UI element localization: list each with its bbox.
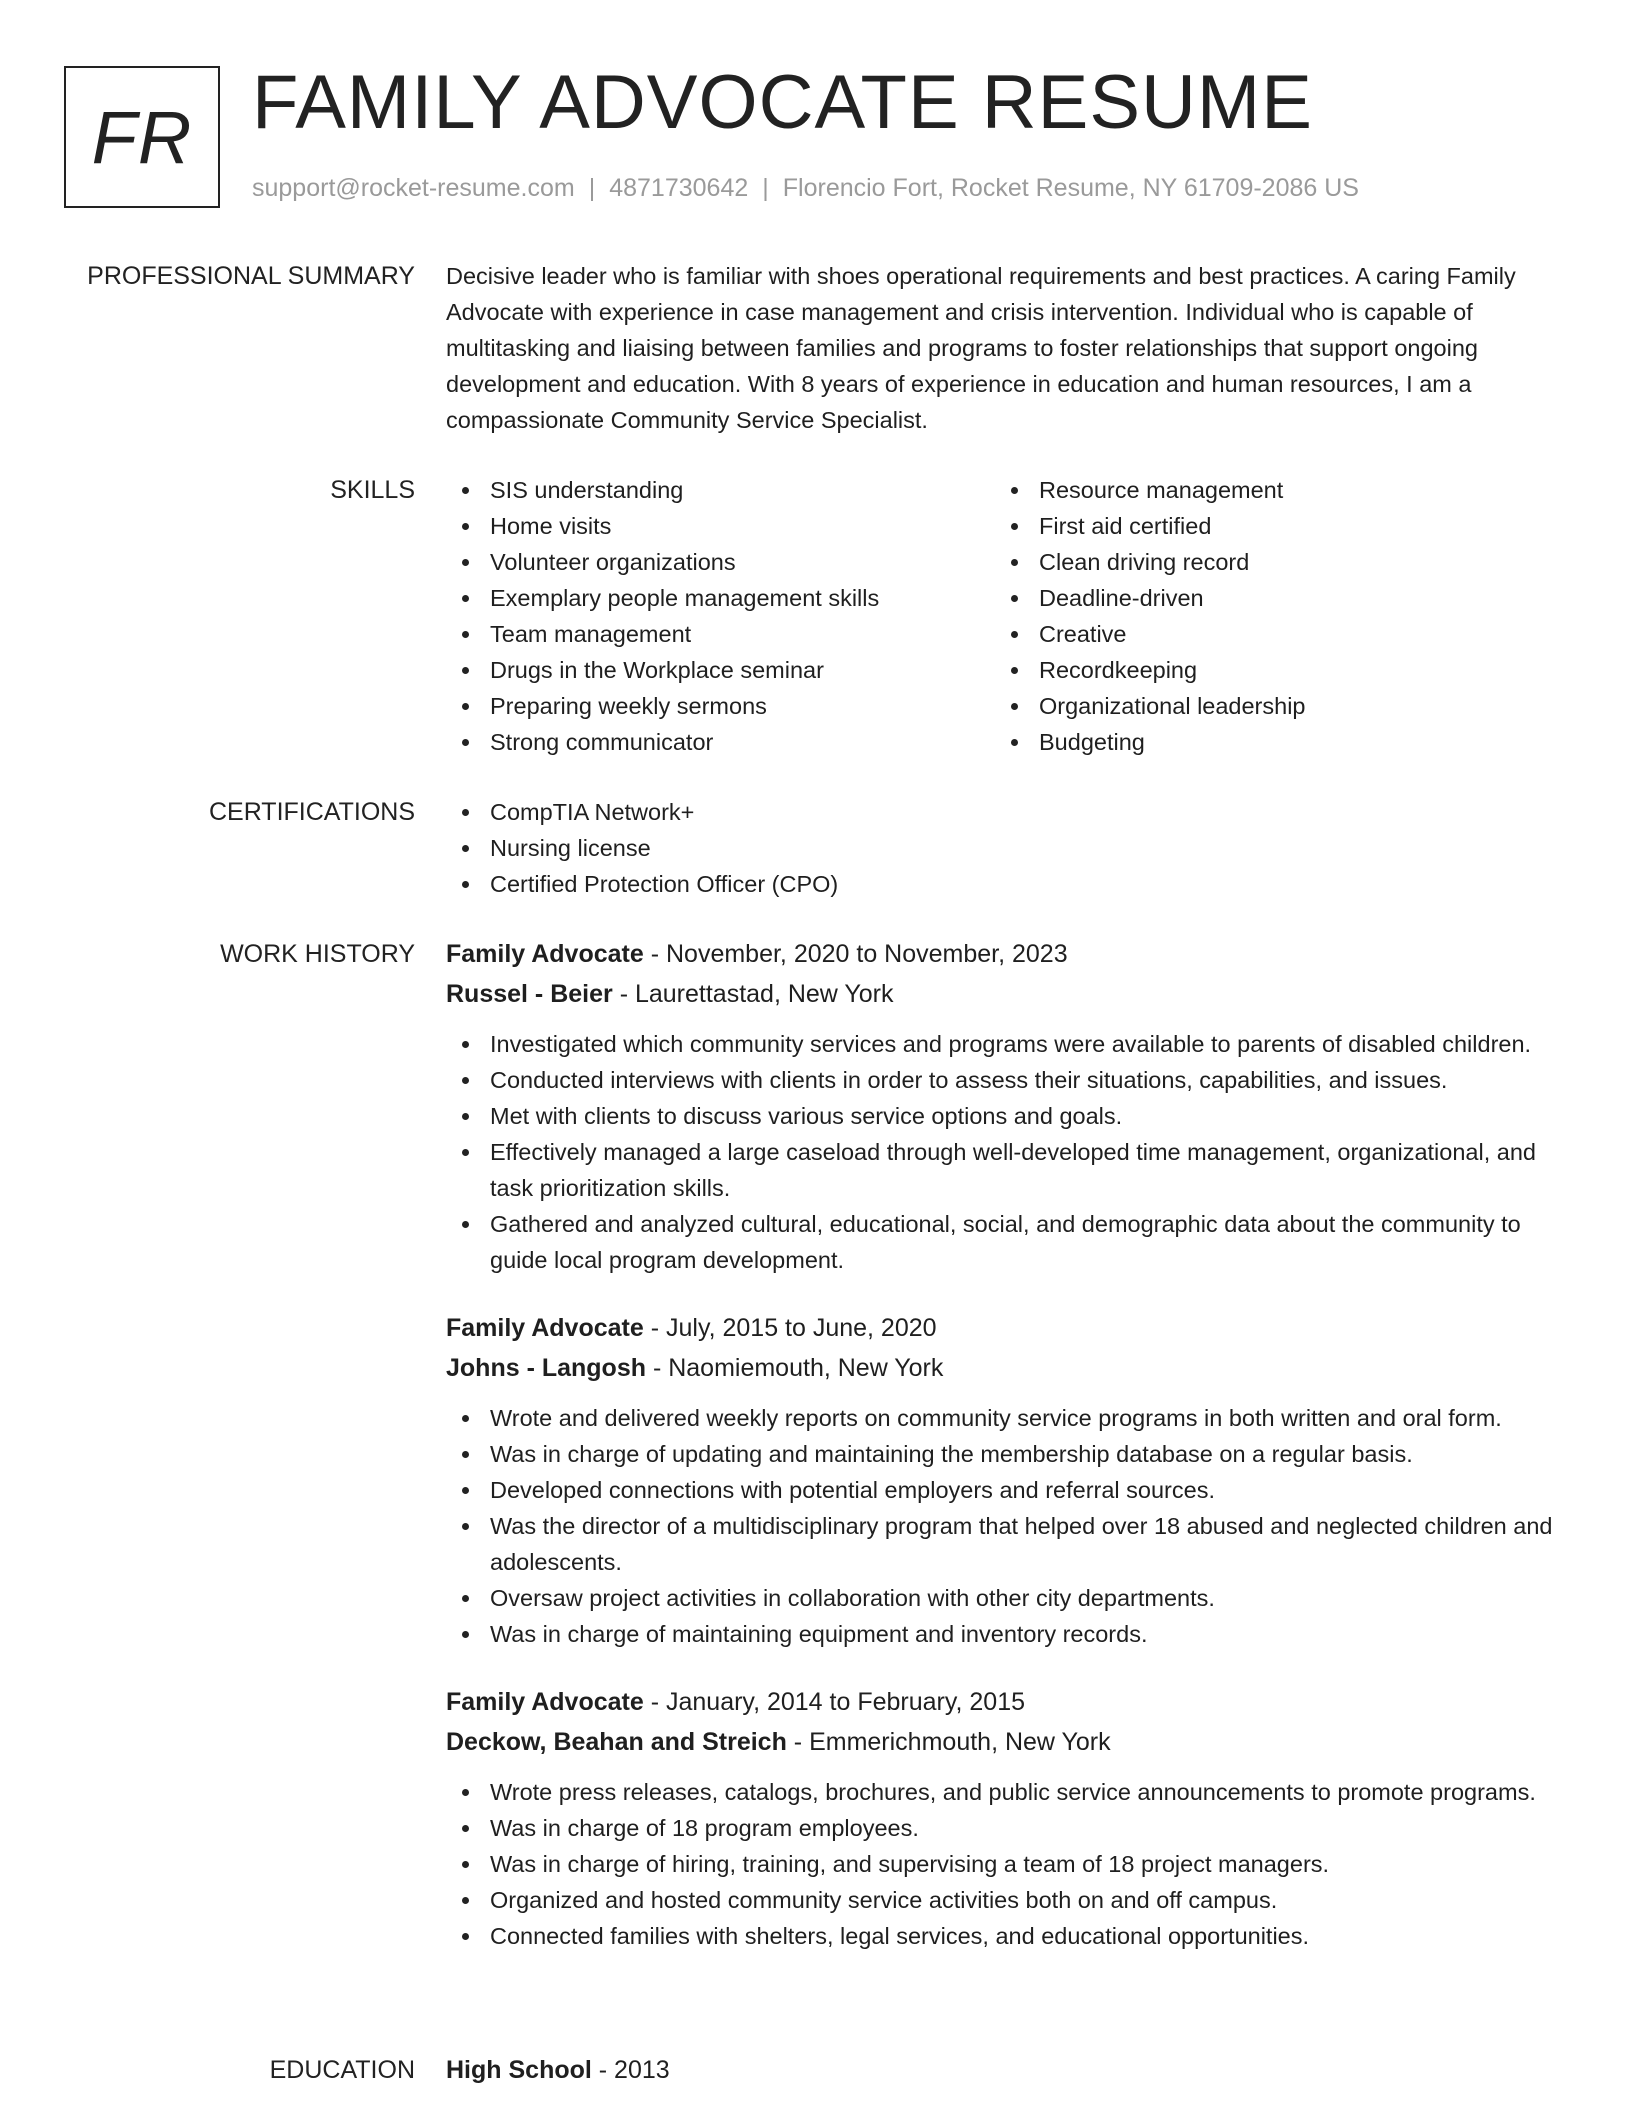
job-bullet: Wrote and delivered weekly reports on community service programs in both written and oral form. [446,1400,1566,1436]
skill-item: Deadline-driven [995,580,1555,616]
skill-item: SIS understanding [446,472,995,508]
education-line [446,2050,1566,2090]
skill-item: Creative [995,616,1555,652]
job-dates: - January, 2014 to February, 2015 [643,1688,1026,1716]
skill-item: Recordkeeping [995,652,1555,688]
job-bullet: Gathered and analyzed cultural, educational, social, and demographic data about the community to guide local program development. [446,1206,1566,1278]
education-degree: High School [446,2056,592,2084]
skill-item: Budgeting [995,724,1555,760]
job-bullet: Was in charge of 18 program employees. [446,1810,1566,1846]
section-label-education: EDUCATION [269,2056,415,2084]
job-entry [446,934,1566,1278]
job-company: Deckow, Beahan and Streich [446,1728,787,1756]
skill-item: Clean driving record [995,544,1555,580]
job-bullet: Effectively managed a large caseload through well-developed time management, organizational, and task prioritization skills. [446,1134,1566,1206]
job-location: - Naomiemouth, New York [646,1354,944,1382]
skill-item: Organizational leadership [995,688,1555,724]
job-title-line [446,1308,1566,1348]
job-bullet: Wrote press releases, catalogs, brochures, and public service announcements to promote programs. [446,1774,1566,1810]
job-bullet: Was the director of a multidisciplinary program that helped over 18 abused and neglected children and adolescents. [446,1508,1566,1580]
skill-item: Preparing weekly sermons [446,688,995,724]
job-title-line [446,934,1566,974]
skill-item: Team management [446,616,995,652]
job-bullet: Was in charge of updating and maintaining the membership database on a regular basis. [446,1436,1566,1472]
job-bullet: Was in charge of maintaining equipment and inventory records. [446,1616,1566,1652]
skills-list-col2 [995,472,1555,760]
section-label-skills: SKILLS [330,476,415,504]
job-title: Family Advocate [446,1314,644,1342]
job-bullet: Developed connections with potential employers and referral sources. [446,1472,1566,1508]
contact-line [252,174,1359,203]
contact-address: Florencio Fort, Rocket Resume, NY 61709-2086 US [782,174,1359,202]
job-dates: - July, 2015 to June, 2020 [643,1314,937,1342]
monogram-box [64,66,220,208]
skill-item: First aid certified [995,508,1555,544]
job-bullet: Oversaw project activities in collaboration with other city departments. [446,1580,1566,1616]
job-bullet: Was in charge of hiring, training, and supervising a team of 18 project managers. [446,1846,1566,1882]
resume-title: FAMILY ADVOCATE RESUME [252,60,1313,145]
job-company-line [446,974,1566,1014]
skills-list-col1 [446,472,995,760]
job-entry [446,1308,1566,1652]
job-company-line [446,1722,1566,1762]
certification-item: CompTIA Network+ [446,794,1566,830]
skill-item: Strong communicator [446,724,995,760]
contact-separator: | [762,174,769,202]
education-year: - 2013 [591,2056,670,2084]
section-label-certifications: CERTIFICATIONS [208,798,415,826]
skill-item: Resource management [995,472,1555,508]
job-company: Russel - Beier [446,980,613,1008]
certification-item: Nursing license [446,830,1566,866]
skill-item: Exemplary people management skills [446,580,995,616]
job-title: Family Advocate [446,940,644,968]
section-label-work-history: WORK HISTORY [220,940,415,968]
job-bullet: Met with clients to discuss various service options and goals. [446,1098,1566,1134]
certifications-list [446,794,1566,902]
job-dates: - November, 2020 to November, 2023 [643,940,1068,968]
skill-item: Drugs in the Workplace seminar [446,652,995,688]
job-bullet: Connected families with shelters, legal services, and educational opportunities. [446,1918,1566,1954]
job-bullet: Investigated which community services and programs were available to parents of disabled children. [446,1026,1566,1062]
job-bullets [446,1774,1566,1954]
contact-separator: | [588,174,596,202]
job-title: Family Advocate [446,1688,644,1716]
monogram-initials: FR [91,95,193,179]
job-company-line [446,1348,1566,1388]
job-company: Johns - Langosh [446,1354,646,1382]
job-location: - Laurettastad, New York [612,980,894,1008]
section-label-summary: PROFESSIONAL SUMMARY [87,262,415,290]
skill-item: Home visits [446,508,995,544]
job-bullet: Conducted interviews with clients in order to assess their situations, capabilities, and issues. [446,1062,1566,1098]
contact-email: support@rocket-resume.com [252,174,575,202]
contact-phone: 4871730642 [609,174,749,202]
job-bullets [446,1400,1566,1652]
job-location: - Emmerichmouth, New York [786,1728,1111,1756]
job-title-line [446,1682,1566,1722]
job-bullets [446,1026,1566,1278]
job-bullet: Organized and hosted community service activities both on and off campus. [446,1882,1566,1918]
certification-item: Certified Protection Officer (CPO) [446,866,1566,902]
job-entry [446,1682,1566,1954]
summary-text: Decisive leader who is familiar with shoes operational requirements and best practices. A caring Family Advocate with experience in case management and crisis intervention. Individual who is capable of multitasking and liaising between families and programs to foster relationships that support ongoing development and education. With 8 years of experience in education and human resources, I am a compassionate Community Service Specialist. [446,263,1516,433]
skill-item: Volunteer organizations [446,544,995,580]
